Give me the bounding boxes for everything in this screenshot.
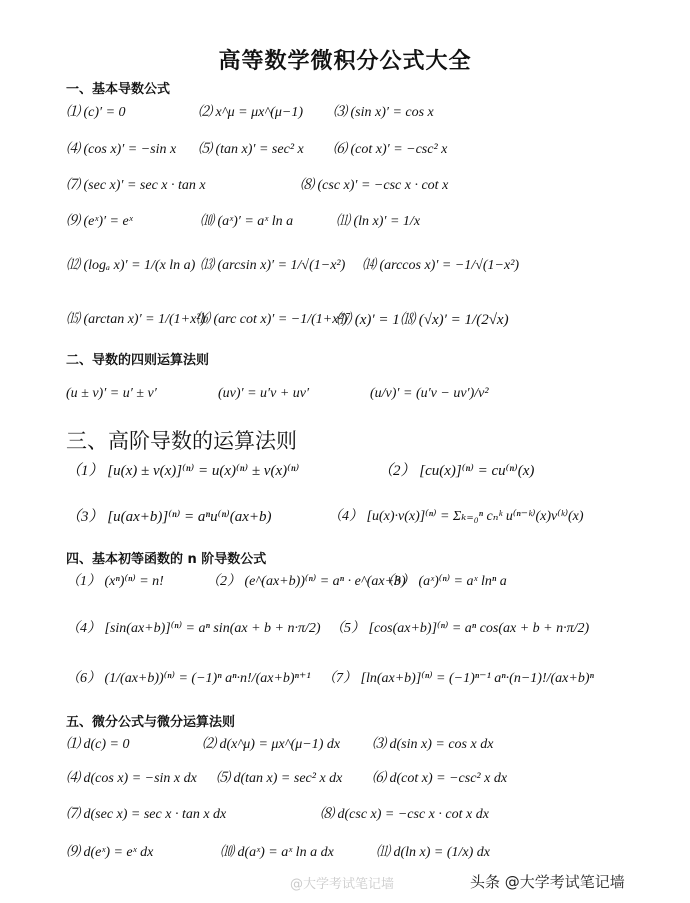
formula: （4） [sin(ax+b)]⁽ⁿ⁾ = aⁿ sin(ax + b + n·π/2) <box>66 621 321 636</box>
formula: (uv)′ = u′v + uv′ <box>218 386 310 401</box>
formula: ⑼ d(eˣ) = eˣ dx <box>66 845 154 860</box>
formula-row <box>0 377 690 411</box>
formula: ⑶ d(sin x) = cos x dx <box>372 737 494 752</box>
section-heading-differentials: 五、微分公式与微分运算法则 <box>66 715 236 730</box>
formula-row <box>0 454 690 488</box>
formula: ⑴ d(c) = 0 <box>66 737 130 752</box>
formula: （1） (xⁿ)⁽ⁿ⁾ = n! <box>66 574 164 589</box>
section-heading-arithmetic-rules: 二、导数的四则运算法则 <box>66 353 210 368</box>
formula: ⑵ d(x^μ) = μx^(μ−1) dx <box>202 737 341 752</box>
formula-row <box>0 798 690 832</box>
formula: ⑸ d(tan x) = sec² x dx <box>216 771 343 786</box>
source-credit: 头条 @大学考试笔记墙 <box>470 873 625 891</box>
formula-row <box>0 303 690 337</box>
formula-row <box>0 836 690 870</box>
section-heading-higher-order: 三、高阶导数的运算法则 <box>66 429 297 453</box>
formula-row <box>0 249 690 283</box>
formula: ⑷ (cos x)′ = −sin x <box>66 142 177 157</box>
formula-row <box>0 565 690 599</box>
formula: ⒂ (arctan x)′ = 1/(1+x²) <box>66 312 206 327</box>
page-title: 高等数学微积分公式大全 <box>218 49 472 74</box>
formula: （2） [cu(x)]⁽ⁿ⁾ = cu⁽ⁿ⁾(x) <box>378 463 535 479</box>
formula: ⑺ (sec x)′ = sec x · tan x <box>66 178 206 193</box>
formula: （6） (1/(ax+b))⁽ⁿ⁾ = (−1)ⁿ aⁿ·n!/(ax+b)ⁿ⁺¹ <box>66 671 311 686</box>
formula: （4） [u(x)·v(x)]⁽ⁿ⁾ = Σₖ₌₀ⁿ cₙᵏ u⁽ⁿ⁻ᵏ⁾(x)v⁽ᵏ⁾(x) <box>328 509 584 524</box>
formula: ⒃ (arc cot x)′ = −1/(1+x²) <box>196 312 348 327</box>
formula: ⑸ (tan x)′ = sec² x <box>198 142 304 157</box>
formula: （7） [ln(ax+b)]⁽ⁿ⁾ = (−1)ⁿ⁻¹ aⁿ·(n−1)!/(ax+b)ⁿ <box>322 671 594 686</box>
formula-row <box>0 205 690 239</box>
formula: ⑽ (aˣ)′ = aˣ ln a <box>200 214 294 229</box>
watermark: @大学考试笔记墙 <box>290 877 395 892</box>
formula: ⒅ (√x)′ = 1/(2√x) <box>400 312 509 328</box>
formula: ⑾ (ln x)′ = 1/x <box>336 214 421 229</box>
formula: ⑵ x^μ = μx^(μ−1) <box>198 105 304 120</box>
formula: （1） [u(x) ± v(x)]⁽ⁿ⁾ = u(x)⁽ⁿ⁾ ± v(x)⁽ⁿ⁾ <box>66 463 300 479</box>
formula-row <box>0 612 690 646</box>
formula: ⑹ (cot x)′ = −csc² x <box>333 142 448 157</box>
formula-row <box>0 133 690 167</box>
formula-row <box>0 500 690 534</box>
formula: （5） [cos(ax+b)]⁽ⁿ⁾ = aⁿ cos(ax + b + n·π/2) <box>330 621 590 636</box>
formula: (u/v)′ = (u′v − uv′)/v² <box>370 386 489 401</box>
formula: ⑹ d(cot x) = −csc² x dx <box>372 771 508 786</box>
formula: （3） (aˣ)⁽ⁿ⁾ = aˣ lnⁿ a <box>380 574 507 589</box>
formula: ⒀ (arcsin x)′ = 1/√(1−x²) <box>200 258 346 273</box>
formula: （2） (e^(ax+b))⁽ⁿ⁾ = aⁿ · e^(ax+b) <box>206 574 406 589</box>
formula: ⑴ (c)′ = 0 <box>66 105 126 120</box>
section-heading-basic-derivatives: 一、基本导数公式 <box>66 82 171 97</box>
formula: ⑻ (csc x)′ = −csc x · cot x <box>300 178 449 193</box>
formula: ⑽ d(aˣ) = aˣ ln a dx <box>220 845 334 860</box>
formula: ⑿ (logₐ x)′ = 1/(x ln a) <box>66 258 196 273</box>
formula: ⒁ (arccos x)′ = −1/√(1−x²) <box>362 258 520 273</box>
formula: ⑶ (sin x)′ = cos x <box>333 105 434 120</box>
formula: (u ± v)′ = u′ ± v′ <box>66 386 157 401</box>
section-heading-nth-derivatives: 四、基本初等函数的 n 阶导数公式 <box>66 552 267 567</box>
formula: ⒄ (x)′ = 1 <box>336 312 400 328</box>
formula-row <box>0 762 690 796</box>
formula: ⑺ d(sec x) = sec x · tan x dx <box>66 807 227 822</box>
formula: （3） [u(ax+b)]⁽ⁿ⁾ = aⁿu⁽ⁿ⁾(ax+b) <box>66 509 272 525</box>
formula: ⑷ d(cos x) = −sin x dx <box>66 771 197 786</box>
formula: ⑼ (eˣ)′ = eˣ <box>66 214 133 229</box>
formula: ⑻ d(csc x) = −csc x · cot x dx <box>320 807 489 822</box>
formula: ⑾ d(ln x) = (1/x) dx <box>376 845 491 860</box>
formula-row <box>0 169 690 203</box>
formula-row <box>0 96 690 130</box>
formula-row <box>0 662 690 696</box>
formula-row <box>0 728 690 762</box>
